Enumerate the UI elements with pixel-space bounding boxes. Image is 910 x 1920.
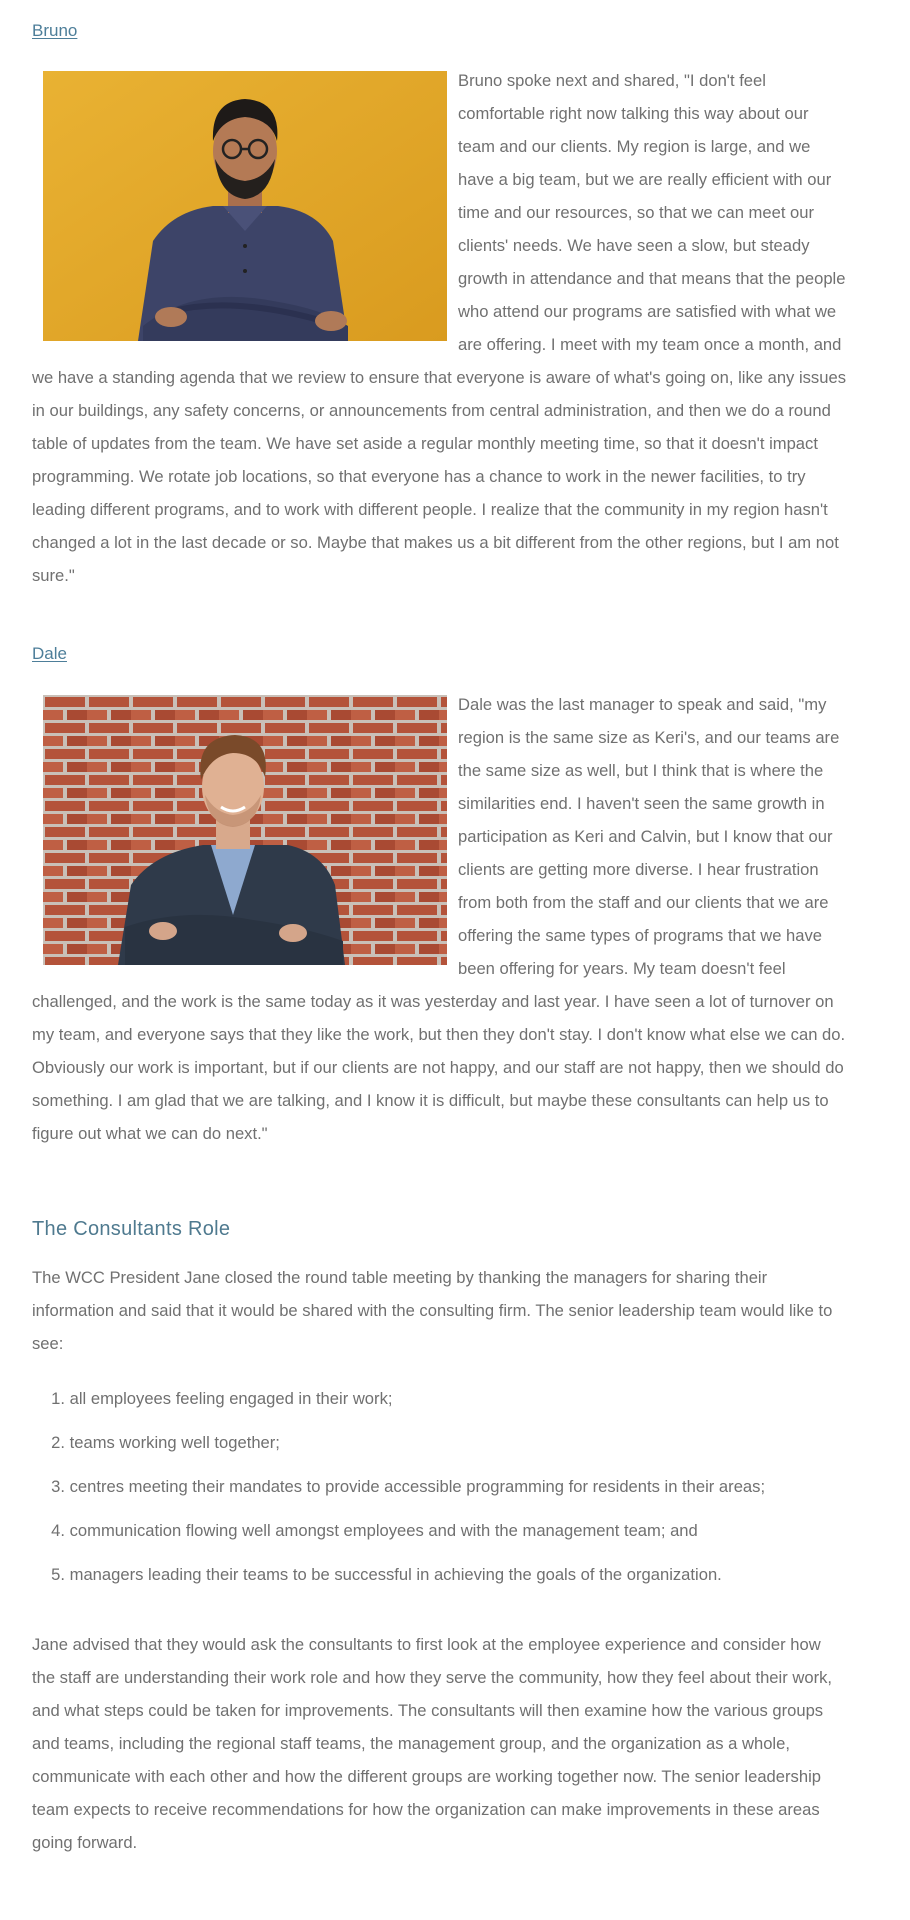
consultants-outro: Jane advised that they would ask the consultants to first look at the employee experience and consider how the staff are understanding their work role and how they serve the community, how they feel about their work, and what steps could be taken for improvements. The consultants will then examine how the various groups and teams, including the regional staff teams, the management group, and the organization as a whole, communicate with each other and how the different groups are working together now. The senior leadership team expects to receive recommendations for how the organization can make improvements in these areas going forward.: [32, 1635, 832, 1852]
list-item: 2. teams working well together;: [51, 1433, 280, 1452]
person-bio-bruno: [32, 64, 847, 592]
section-title: The Consultants Role: [32, 1218, 231, 1240]
bruno-portrait-image: [43, 71, 447, 341]
consultants-intro: The WCC President Jane closed the round table meeting by thanking the managers for sharing their information and said that it would be shared with the consulting firm. The senior leadership team would like to see:: [32, 1268, 833, 1353]
bruno-bio-text: Bruno spoke next and shared, "I don't feel comfortable right now talking this way about our team and our clients. My region is large, and we have a big team, but we are really efficient with our time and our resources, so that we can meet our clients' needs. We have seen a slow, but steady growth in attendance and that means that the people who attend our programs are satisfied with what we are offering. I meet with my team once a month, and we have a standing agenda that we review to ensure that everyone is aware of what's going on, like any issues in our buildings, any safety concerns, or announcements from central administration, and then we do a round table of updates from the team. We have set aside a regular monthly meeting time, so that it doesn't impact programming. We rotate job locations, so that everyone has a chance to work in the newer facilities, to try leading different programs, and to work with different people. I realize that the community in my region hasn't changed a lot in the last decade or so. Maybe that makes us a bit different from the other regions, but I am not sure.": [32, 71, 846, 585]
dale-photo: [43, 695, 447, 965]
list-item: 1. all employees feeling engaged in their work;: [51, 1389, 393, 1408]
list-item: 5. managers leading their teams to be successful in achieving the goals of the organization.: [51, 1565, 722, 1584]
person-name-link-dale[interactable]: Dale: [32, 644, 67, 663]
person-name-link-bruno[interactable]: Bruno: [32, 21, 78, 40]
bruno-photo: [43, 71, 447, 341]
dale-portrait-image: [43, 695, 447, 965]
dale-bio-text: Dale was the last manager to speak and said, "my region is the same size as Keri's, and our teams are the same size as well, but I think that is where the similarities end. I haven't seen the same growth in participation as Keri and Calvin, but I know that our clients are getting more diverse. I hear frustration from both from the staff and our clients that we are offering the same types of programs that we have been offering for years. My team doesn't feel challenged, and the work is the same today as it was yesterday and last year. I have seen a lot of turnover on my team, and everyone says that they like the work, but then they don't stay. I don't know what else we can do. Obviously our work is important, but if our clients are not happy, and our staff are not happy, then we should do something. I am glad that we are talking, and I know it is difficult, but maybe these consultants can help us to figure out what we can do next.": [32, 695, 846, 1143]
person-bio-dale: [32, 688, 847, 1150]
list-item: 4. communication flowing well amongst employees and with the management team; and: [51, 1521, 698, 1540]
list-item: 3. centres meeting their mandates to provide accessible programming for residents in their areas;: [51, 1477, 766, 1496]
goals-list: [32, 1377, 832, 1597]
